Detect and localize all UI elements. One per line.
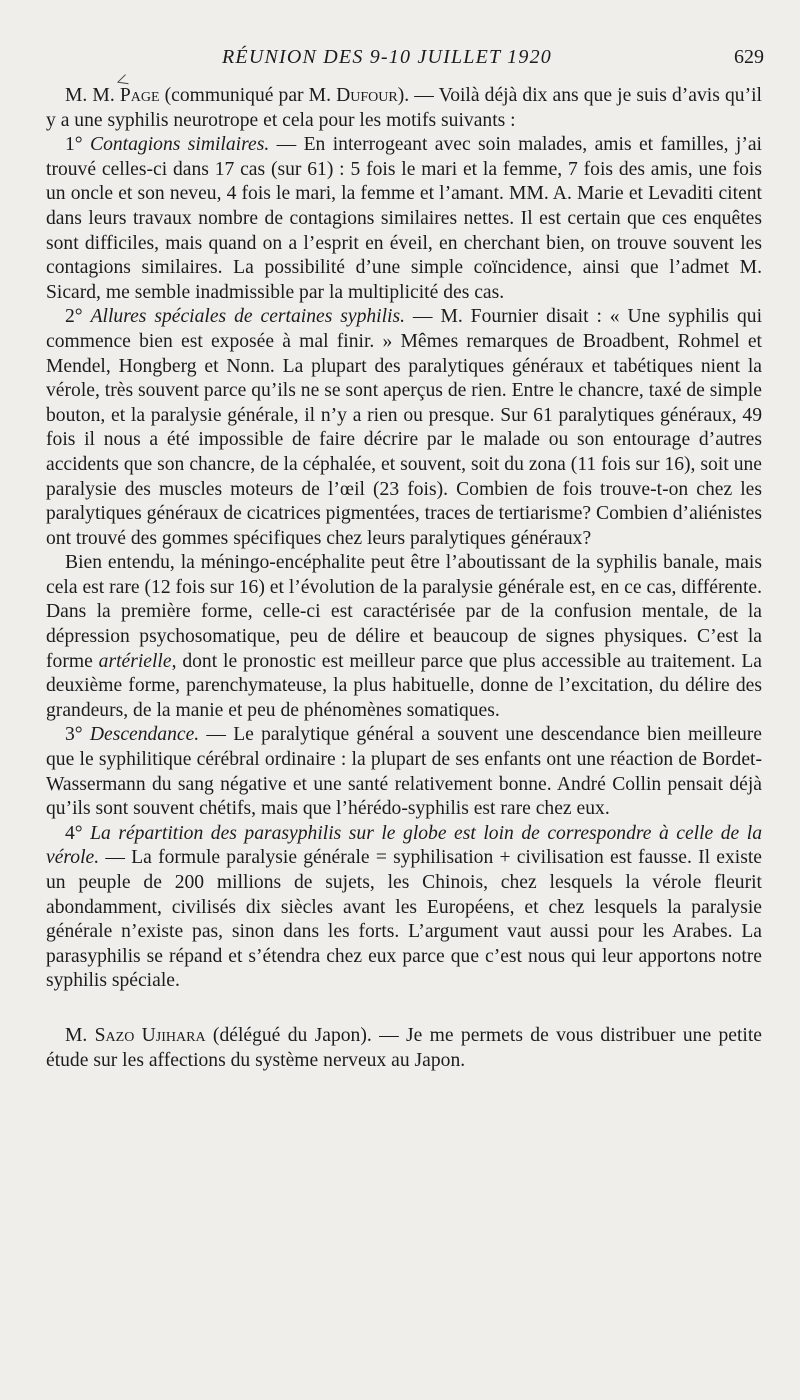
- margin-mark: <: [112, 66, 132, 95]
- paragraph-contagions: 1° Contagions similaires. — En interrogeant avec soin malades, amis et familles, j’ai trouvé celles-ci dans 17 cas (sur 61) : 5 fois le mari et la femme, 7 fois des amis, une fois un oncle et son neveu, 4 fois le mari, la femme et l’amant. MM. A. Marie et Levaditi citent dans leurs travaux nombre de contagions similaires nettes. Il est certain que ces enquêtes sont difficiles, mais quand on a l’esprit en éveil, en cherchant bien, on trouve souvent les contagions similaires. La possibilité d’une simple coïncidence, ainsi que l’admet M. Sicard, me semble inadmissible par la multiplicité des cas.: [46, 134, 762, 303]
- body-text: [46, 84, 762, 1073]
- author-name: Sazo Ujihara: [94, 1024, 206, 1046]
- paragraph-allures: 2° Allures spéciales de certaines syphilis. — M. Fournier disait : « Une syphilis qui commence bien est exposée à mal finir. » Mêmes remarques de Broadbent, Rohmel et Mendel, Hongberg et Nonn. La plupart des paralytiques généraux et tabétiques nient la vérole, très souvent parce qu’ils ne se sont aperçus de rien. Entre le chancre, taxé de simple bouton, et la paralysie générale, il n’y a rien ou presque. Sur 61 paralytiques généraux, 49 fois il nous a été impossible de faire décrire par le malade ou son entourage d’autres accidents que son chancre, de la céphalée, et souvent, soit du zona (11 fois sur 16), soit une paralysie des muscles moteurs de l’œil (23 fois). Combien de fois trouve-t-on chez les paralytiques généraux de cicatrices pigmentées, traces de tertiarisme? Combien d’aliénistes ont trouvé des gommes spécifiques chez leurs paralytiques généraux?: [46, 306, 763, 549]
- section-title: Allures spéciales de certaines syphilis.: [90, 306, 406, 328]
- paragraph-descendance: 3° Descendance. — Le paralytique général a souvent une descendance bien meilleure que le syphilitique cérébral ordinaire : la plupart de ses enfants ont une réaction de Bordet-Wassermann du sang négative et une santé relativement bonne. André Collin pensait déjà qu’ils sont souvent chétifs, mais que l’hérédo-syphilis est rare chez eux.: [46, 724, 762, 820]
- paragraph-ujihara: M. Sazo Ujihara (délégué du Japon). — Je me permets de vous distribuer une petite étude sur les affections du système nerveux au Japon.: [46, 1024, 762, 1071]
- section-title: Descendance.: [89, 724, 200, 746]
- section-title: Contagions similaires.: [90, 134, 270, 156]
- section-title: La répartition des parasyphilis sur le globe est loin de correspondre à celle de la vérole.: [46, 822, 763, 869]
- emphasis: artérielle: [98, 650, 172, 672]
- paragraph-meningo: Bien entendu, la méningo-encéphalite peut être l’aboutissant de la syphilis banale, mais cela est rare (12 fois sur 16) et l’évolution de la paralysie générale est, en ce cas, différente. Dans la première forme, celle-ci est caractérisée par de la confusion mentale, de la dépression psychosomatique, peu de délire et beaucoup de signes physiques. C’est la forme artérielle, dont le pronostic est meilleur parce que plus accessible au traitement. La deuxième forme, parenchymateuse, la plus habituelle, donne de l’excitation, du délire des grandeurs, de la manie et peu de phénomènes somatiques.: [46, 552, 762, 721]
- paragraph-repartition: 4° La répartition des parasyphilis sur le globe est loin de correspondre à celle de la vérole. — La formule paralysie générale = syphilisation + civilisation est fausse. Il existe un peuple de 200 millions de sujets, les Chinois, chez lesquels la vérole fleurit abondamment, civilisés dix siècles avant les Européens, et chez lesquels la paralysie générale n’existe pas, sinon dans les forts. L’argument vaut aussi pour les Arabes. La parasyphilis se répand et s’étendra chez eux parce que c’est nous qui leur apportons notre syphilis spéciale.: [46, 822, 763, 992]
- author-name: Page: [119, 85, 160, 106]
- paragraph-page-intro: M. M. Page (communiqué par M. Dufour). — Voilà déjà dix ans que je suis d’avis qu’il y a une syphilis neurotrope et cela pour les motifs suivants :: [46, 85, 762, 131]
- page-number: 629: [734, 46, 764, 68]
- running-title: RÉUNION DES 9-10 JUILLET 1920: [222, 46, 552, 68]
- author-name: Dufour: [336, 85, 398, 106]
- paragraph-gap: [46, 994, 762, 1024]
